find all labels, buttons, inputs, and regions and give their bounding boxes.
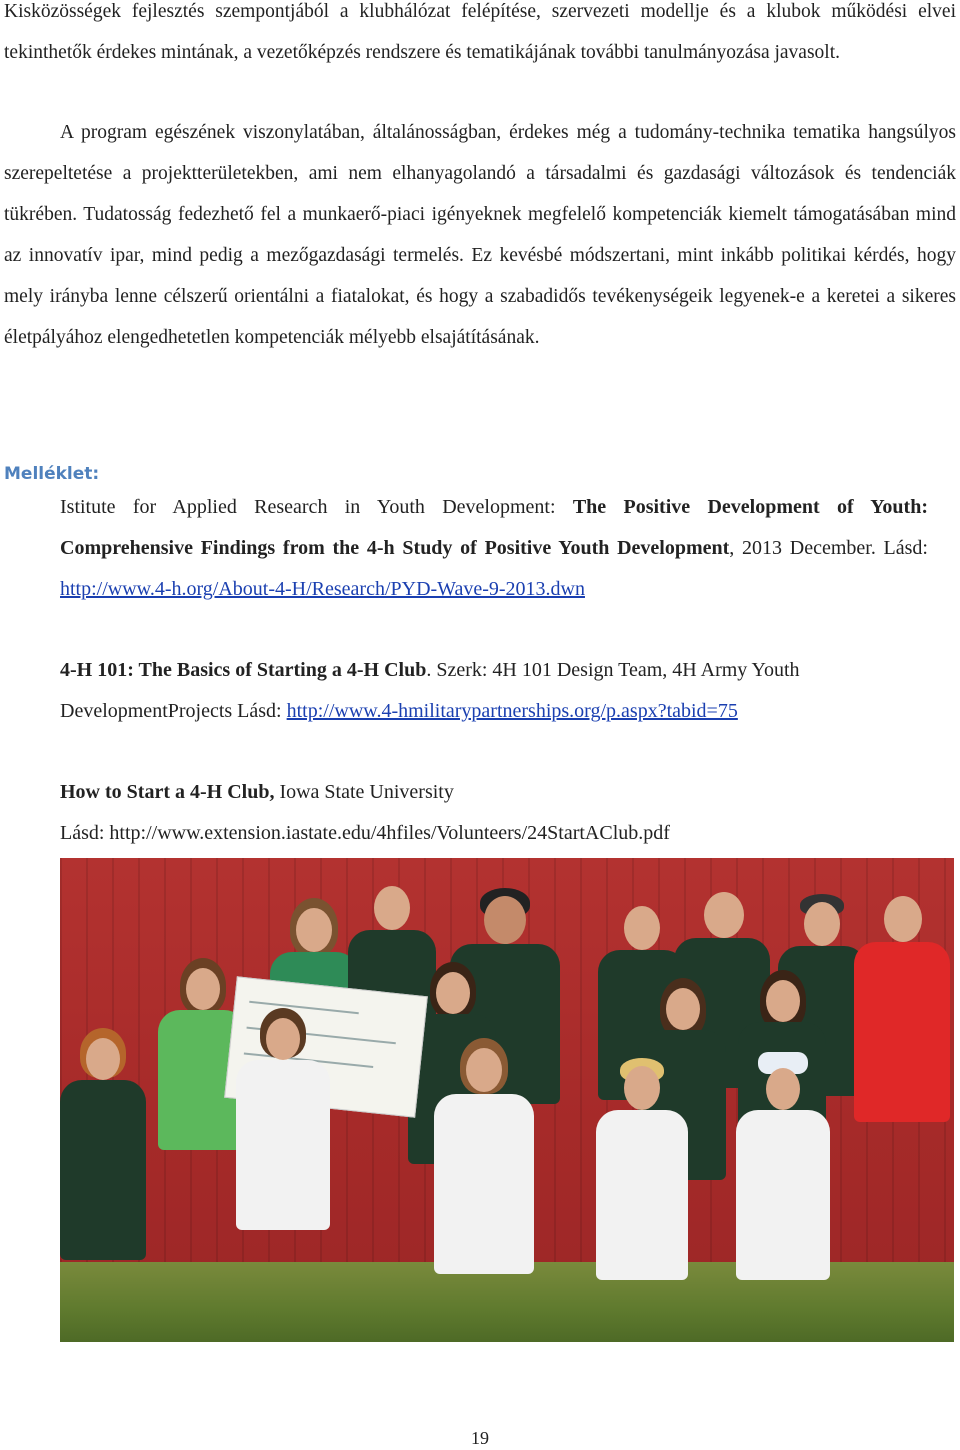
reference-1 — [60, 487, 928, 610]
reference-1-suffix: , 2013 December. Lásd: — [729, 537, 928, 559]
group-photo — [60, 858, 954, 1342]
appendix-heading: Melléklet: — [4, 464, 100, 484]
reference-1-title: The Positive Development of Youth: Comprehensive Findings from the 4-h Study of Positive Youth Development — [60, 496, 928, 559]
reference-1-prefix: Istitute for Applied Research in Youth Development: — [60, 496, 573, 518]
paragraph-2: A program egészének viszonylatában, általánosságban, érdekes még a tudomány-technika tematika hangsúlyos szerepeltetése a projektterületekben, ami nem elhanyagolandó a társadalmi és gazdasági változások és tendenciák tükrében. Tudatosság fedezhető fel a munkaerő-piaci igényeknek megfelelő kompetenciák kiemelt támogatásában mind az innovatív ipar, mind pedig a mezőgazdasági termelés. Ez kevésbé módszertani, mint inkább politikai kérdés, hogy mely irányba lenne célszerű orientálni a fiatalokat, és hogy a szabadidős tevékenységeik legyenek-e a keretei a sikeres életpályához elengedhetetlen kompetenciák mélyebb elsajátításának. — [4, 122, 956, 348]
reference-3-title: How to Start a 4-H Club, — [60, 781, 275, 803]
reference-2 — [60, 650, 928, 732]
reference-3 — [60, 772, 928, 854]
paragraph-1: Kisközösségek fejlesztés szempontjából a klubhálózat felépítése, szervezeti modellje és a klubok működési elvei tekinthetők érdekes mintának, a vezetőképzés rendszere és tematikájának további tanulmányozása javasolt. — [4, 1, 956, 63]
reference-3-suffix: Iowa State University — [274, 781, 454, 803]
reference-2-title: 4-H 101: The Basics of Starting a 4-H Club — [60, 659, 427, 681]
reference-1-link[interactable]: http://www.4-h.org/About-4-H/Research/PYD-Wave-9-2013.dwn — [60, 578, 585, 600]
reference-2-suffix: . Szerk: 4H 101 Design Team, 4H Army Youth DevelopmentProjects Lásd: — [60, 659, 800, 722]
reference-3-url: Lásd: http://www.extension.iastate.edu/4hfiles/Volunteers/24StartAClub.pdf — [60, 822, 670, 844]
page-number: 19 — [471, 1428, 489, 1448]
reference-2-link[interactable]: http://www.4-hmilitarypartnerships.org/p.aspx?tabid=75 — [286, 700, 738, 722]
